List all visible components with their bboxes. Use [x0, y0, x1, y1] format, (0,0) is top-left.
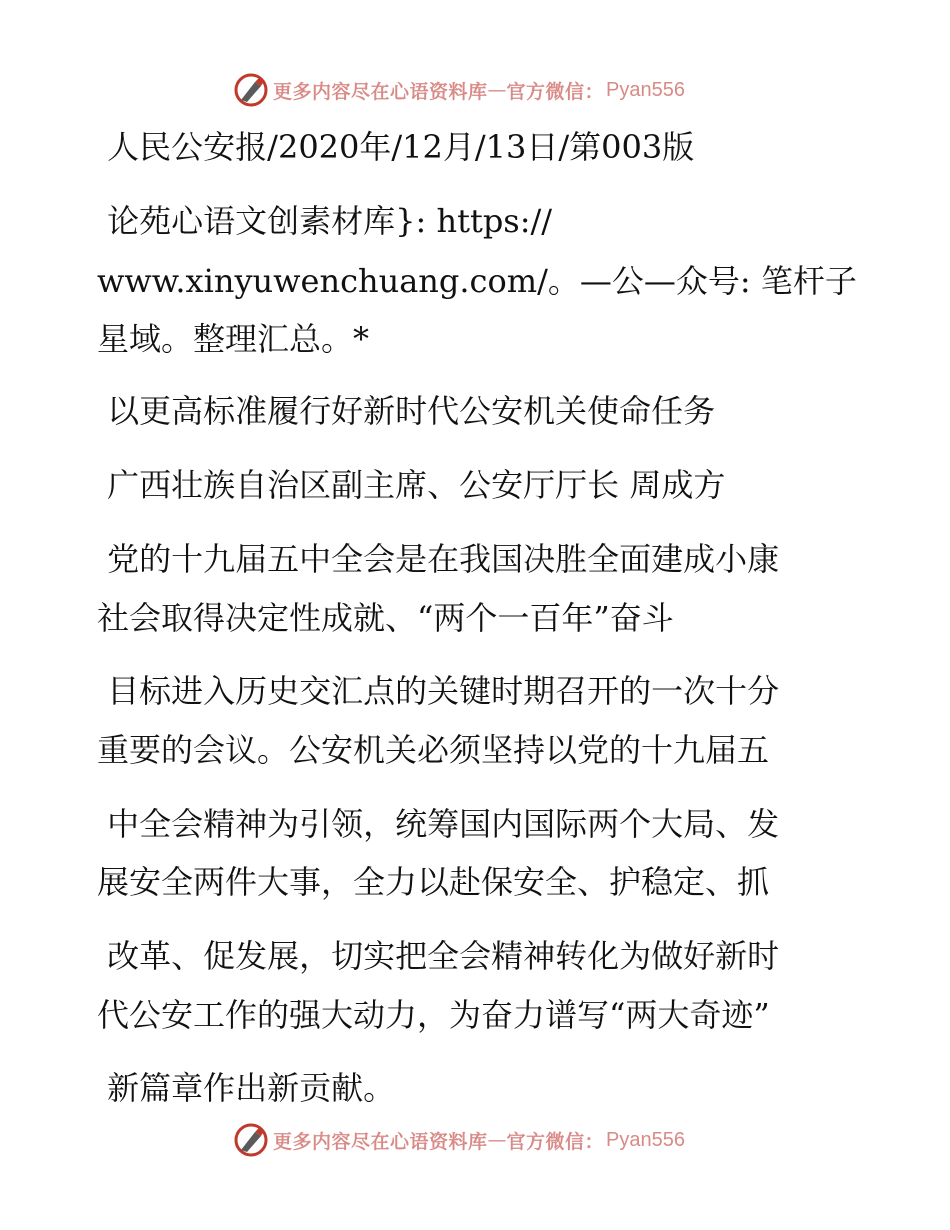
doc-line-url: www.xinyuwenchuang.com/。—公—众号: 笔杆子 — [97, 262, 857, 300]
watermark-wechat-id: Pyan556 — [606, 1128, 685, 1151]
watermark-text: 更多内容尽在心语资料库 — [273, 80, 488, 103]
header-watermark — [233, 72, 685, 108]
doc-line-body: 目标进入历史交汇点的关键时期召开的一次十分 — [97, 672, 780, 710]
doc-line-body: 展安全两件大事，全力以赴保安全、护稳定、抓 — [97, 863, 770, 901]
footer-watermark — [233, 1122, 685, 1158]
watermark-wechat-label: 官方微信： — [506, 1130, 605, 1153]
doc-line-body: 中全会精神为引领，统筹国内国际两个大局、发 — [97, 805, 780, 843]
doc-line-body: 党的十九届五中全会是在我国决胜全面建成小康 — [97, 540, 780, 578]
pen-nib-circle-icon — [233, 72, 269, 108]
watermark-separator: — — [487, 79, 507, 101]
watermark-wechat-label: 官方微信： — [506, 80, 605, 103]
doc-line-body: 新篇章作出新贡献。 — [97, 1069, 396, 1107]
doc-line-url-intro: 论苑心语文创素材库}: https:// — [97, 202, 553, 240]
watermark-text: 更多内容尽在心语资料库 — [273, 1130, 488, 1153]
doc-line-body: 代公安工作的强大动力，为奋力谱写“两大奇迹” — [97, 996, 770, 1034]
doc-line-body: 社会取得决定性成就、“两个一百年”奋斗 — [97, 599, 674, 637]
doc-line-compiler: 星域。整理汇总。* — [97, 320, 370, 358]
pen-nib-circle-icon — [233, 1122, 269, 1158]
doc-line-article-title: 以更高标准履行好新时代公安机关使命任务 — [97, 392, 716, 430]
watermark-separator: — — [487, 1129, 507, 1151]
doc-line-body: 改革、促发展，切实把全会精神转化为做好新时 — [97, 937, 780, 975]
watermark-wechat-id: Pyan556 — [606, 78, 685, 101]
doc-line-source: 人民公安报/2020年/12月/13日/第003版 — [97, 128, 695, 166]
doc-line-body: 重要的会议。公安机关必须坚持以党的十九届五 — [97, 731, 770, 769]
doc-line-author: 广西壮族自治区副主席、公安厅厅长 周成方 — [97, 466, 726, 504]
